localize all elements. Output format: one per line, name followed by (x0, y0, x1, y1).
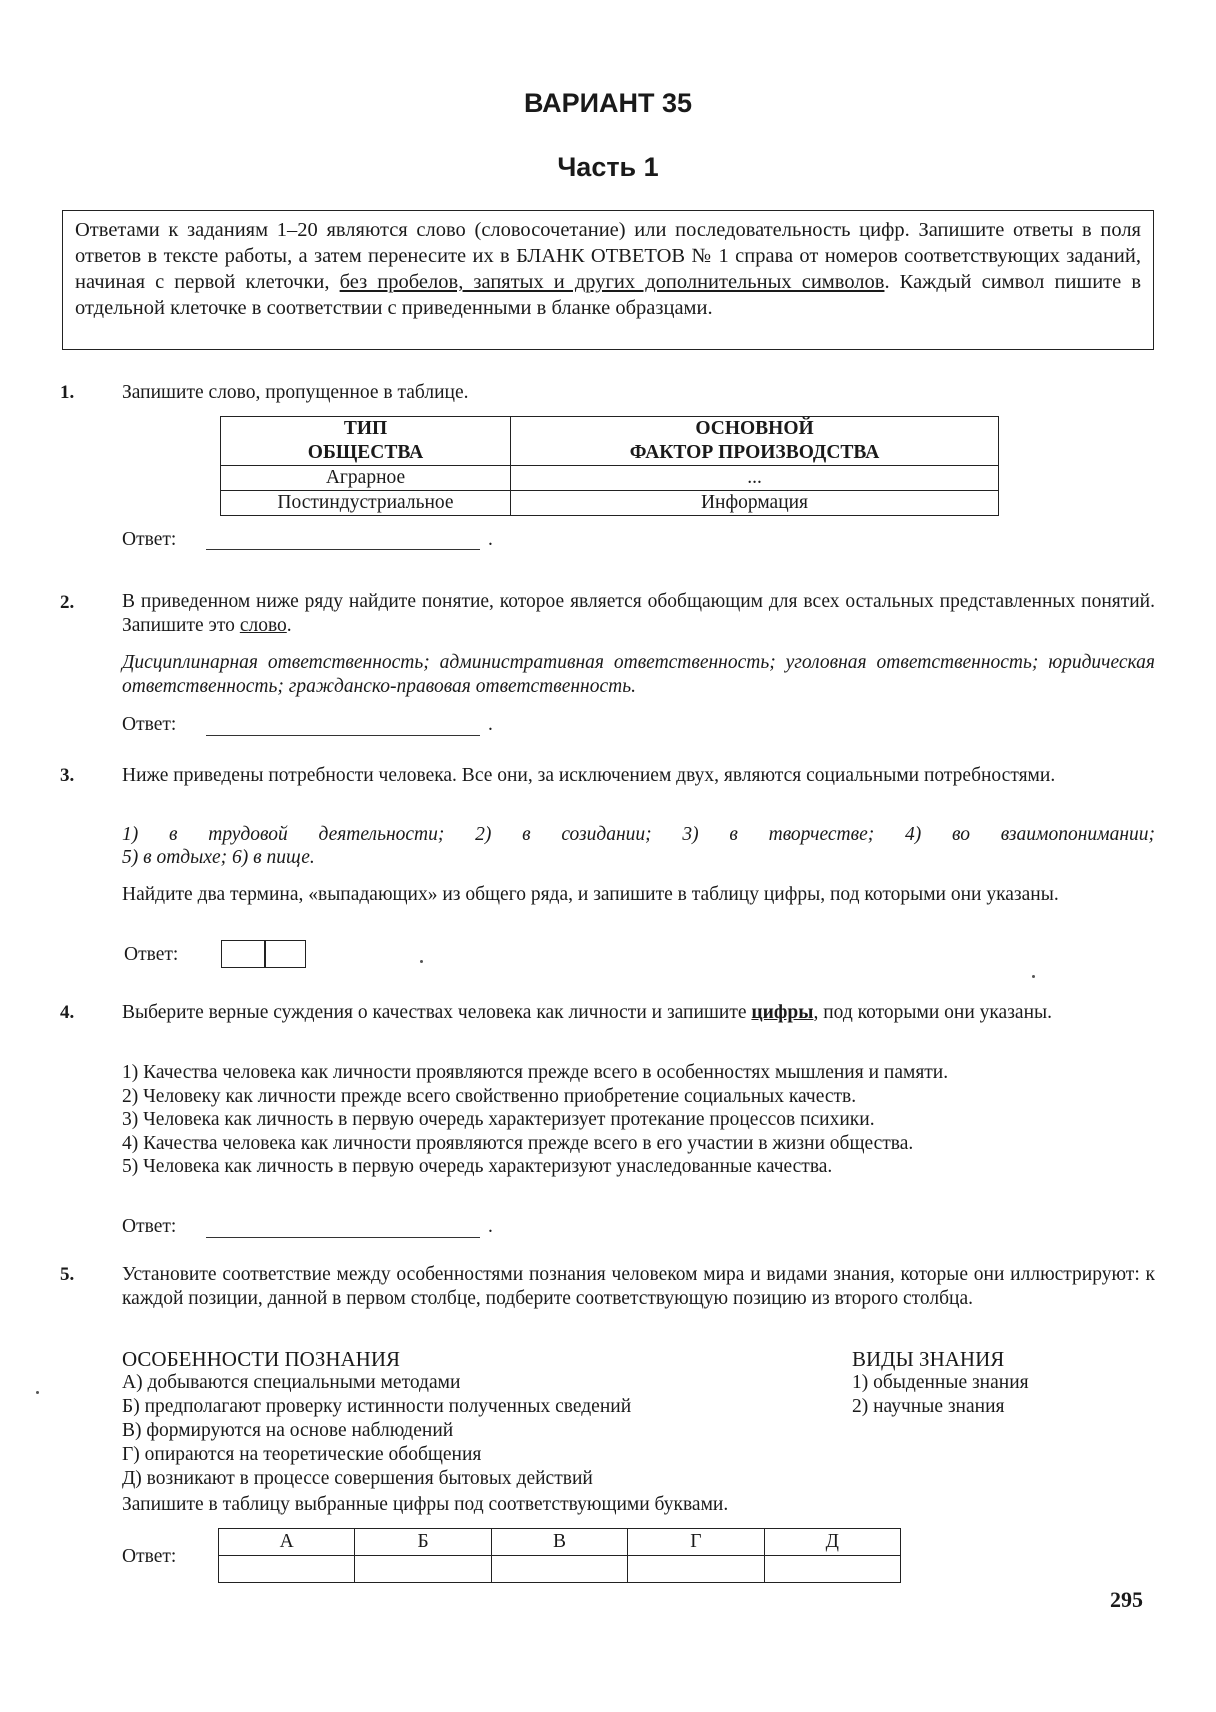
q1-header-type-line1: ТИП (343, 418, 388, 439)
q5-right-heading: ВИДЫ ЗНАНИЯ (852, 1347, 1005, 1371)
q1-header-type-line2: ОБЩЕСТВА (307, 442, 424, 463)
list-item: 4) Качества человека как личности проявляются прежде всего в его участии в жизни общества. (122, 1132, 914, 1154)
scan-speck (36, 1391, 39, 1394)
instructions-text (75, 217, 1141, 321)
list-item: Д) возникают в процессе совершения бытовых действий (122, 1468, 593, 1489)
answer-cell-v[interactable] (491, 1556, 627, 1583)
q5-task: Запишите в таблицу выбранные цифры под соответствующими буквами. (122, 1494, 729, 1515)
q1-number: 1. (60, 382, 75, 403)
q1-table (220, 416, 999, 516)
page-number: 295 (1110, 1587, 1143, 1612)
q3-answer-label: Ответ: (124, 944, 179, 965)
list-item: 3) Человека как личность в первую очередь характеризует протекание процессов психики. (122, 1109, 875, 1130)
table-cell: ... (511, 466, 999, 491)
q1-prompt: Запишите слово, пропущенное в таблице. (122, 382, 469, 403)
answer-cell-d[interactable] (764, 1556, 900, 1583)
q1-header-factor-line2: ФАКТОР ПРОИЗВОДСТВА (629, 442, 880, 463)
table-cell: Г (628, 1529, 764, 1556)
table-row (219, 1556, 901, 1583)
q1-table-header (221, 417, 999, 466)
q1-answer-label: Ответ: (122, 529, 177, 550)
q5-answer-table (218, 1528, 901, 1583)
q4-prompt-bold: цифры (751, 1002, 814, 1023)
list-item: А) добываются специальными методами (122, 1372, 461, 1393)
q4-prompt-end: , под которыми они указаны. (813, 1002, 1052, 1023)
variant-title: ВАРИАНТ 35 (523, 88, 693, 118)
list-item: 1) Качества человека как личности проявляются прежде всего в особенностях мышления и памяти. (122, 1062, 949, 1083)
q4-prompt (122, 1001, 1155, 1025)
q2-prompt (122, 590, 1155, 637)
list-item: Г) опираются на теоретические обобщения (122, 1444, 482, 1465)
table-row (219, 1529, 901, 1556)
q3-number: 3. (60, 765, 75, 786)
list-item: 5) Человека как личность в первую очередь характеризуют унаследованные качества. (122, 1156, 833, 1177)
table-cell: Аграрное (221, 466, 511, 491)
q5-number: 5. (60, 1264, 75, 1285)
list-item: 1) обыденные знания (852, 1372, 1029, 1393)
table-cell: А (219, 1529, 355, 1556)
q2-number: 2. (60, 592, 75, 613)
q1-header-type (221, 417, 511, 466)
instructions-text-end: . Каждый символ пишите в отдельной клеточке в соответствии с приведенными в бланке образцами. (75, 271, 1141, 319)
table-row (221, 491, 999, 516)
q2-answer-dot: . (488, 714, 493, 735)
q3-cell-divider (264, 941, 266, 967)
q5-left-heading: ОСОБЕННОСТИ ПОЗНАНИЯ (122, 1347, 401, 1371)
q5-prompt: Установите соответствие между особенностями познания человеком мира и видами знания, которые они иллюстрируют: к каждой позиции, данной в первом столбце, подберите соответствующую позицию из второго столбца. (122, 1264, 1155, 1309)
answer-cell-g[interactable] (628, 1556, 764, 1583)
q4-answer-dot: . (488, 1216, 493, 1237)
q2-list: Дисциплинарная ответственность; административная ответственность; уголовная ответственность; юридическая ответственность; гражданско-правовая ответственность. (122, 652, 1155, 697)
q2-prompt-start: В приведенном ниже ряду найдите понятие, которое является обобщающим для всех остальных представленных понятий. Запишите это (122, 591, 1155, 636)
q2-prompt-end: . (286, 614, 292, 636)
q2-answer-field[interactable] (206, 734, 480, 736)
table-row (221, 466, 999, 491)
q4-items (122, 1061, 1155, 1179)
q5-answer-label: Ответ: (122, 1546, 177, 1567)
list-item: В) формируются на основе наблюдений (122, 1420, 454, 1441)
part-title: Часть 1 (557, 152, 659, 182)
q2-answer-label: Ответ: (122, 714, 177, 735)
q3-answer-cells[interactable] (221, 940, 306, 968)
table-cell: В (491, 1529, 627, 1556)
table-cell: Б (355, 1529, 491, 1556)
q3-options-line1: 1) в трудовой деятельности; 2) в созидании; 3) в творчестве; 4) во взаимопонимании; (122, 824, 1155, 845)
q4-prompt-start: Выберите верные суждения о качествах человека как личности и запишите (122, 1002, 752, 1023)
table-cell: Информация (511, 491, 999, 516)
q1-answer-field[interactable] (206, 548, 480, 550)
scan-speck (420, 960, 423, 963)
q3-prompt: Ниже приведены потребности человека. Все они, за исключением двух, являются социальными потребностями. (122, 765, 1056, 786)
q3-task: Найдите два термина, «выпадающих» из общего ряда, и запишите в таблицу цифры, под которыми они указаны. (122, 884, 1059, 905)
answer-cell-a[interactable] (219, 1556, 355, 1583)
instructions-underlined: без пробелов, запятых и других дополнительных символов (339, 271, 885, 293)
instructions-text-start: Ответами к заданиям 1–20 являются слово (словосочетание) или последовательность цифр. Запишите ответы в поля ответов в тексте работы, а затем перенесите их в БЛАНК ОТВЕТОВ № 1 справа от номеров соответствующих заданий, начиная с первой клеточки, (75, 219, 1141, 293)
list-item: 2) Человеку как личности прежде всего свойственно приобретение социальных качеств. (122, 1085, 857, 1107)
instructions-box (62, 210, 1154, 350)
answer-cell-b[interactable] (355, 1556, 491, 1583)
q1-answer-dot: . (488, 529, 493, 550)
list-item: Б) предполагают проверку истинности полученных сведений (122, 1396, 632, 1417)
q2-prompt-underlined: слово (239, 614, 287, 636)
scan-speck (1032, 975, 1035, 978)
table-cell: Постиндустриальное (221, 491, 511, 516)
list-item: 2) научные знания (852, 1396, 1005, 1417)
q1-header-factor-line1: ОСНОВНОЙ (695, 418, 814, 439)
q4-answer-label: Ответ: (122, 1216, 177, 1237)
q4-number: 4. (60, 1002, 75, 1023)
table-cell: Д (764, 1529, 900, 1556)
q1-header-factor (511, 417, 999, 466)
q4-answer-field[interactable] (206, 1236, 480, 1238)
q3-options-line2: 5) в отдыхе; 6) в пище. (122, 847, 315, 868)
